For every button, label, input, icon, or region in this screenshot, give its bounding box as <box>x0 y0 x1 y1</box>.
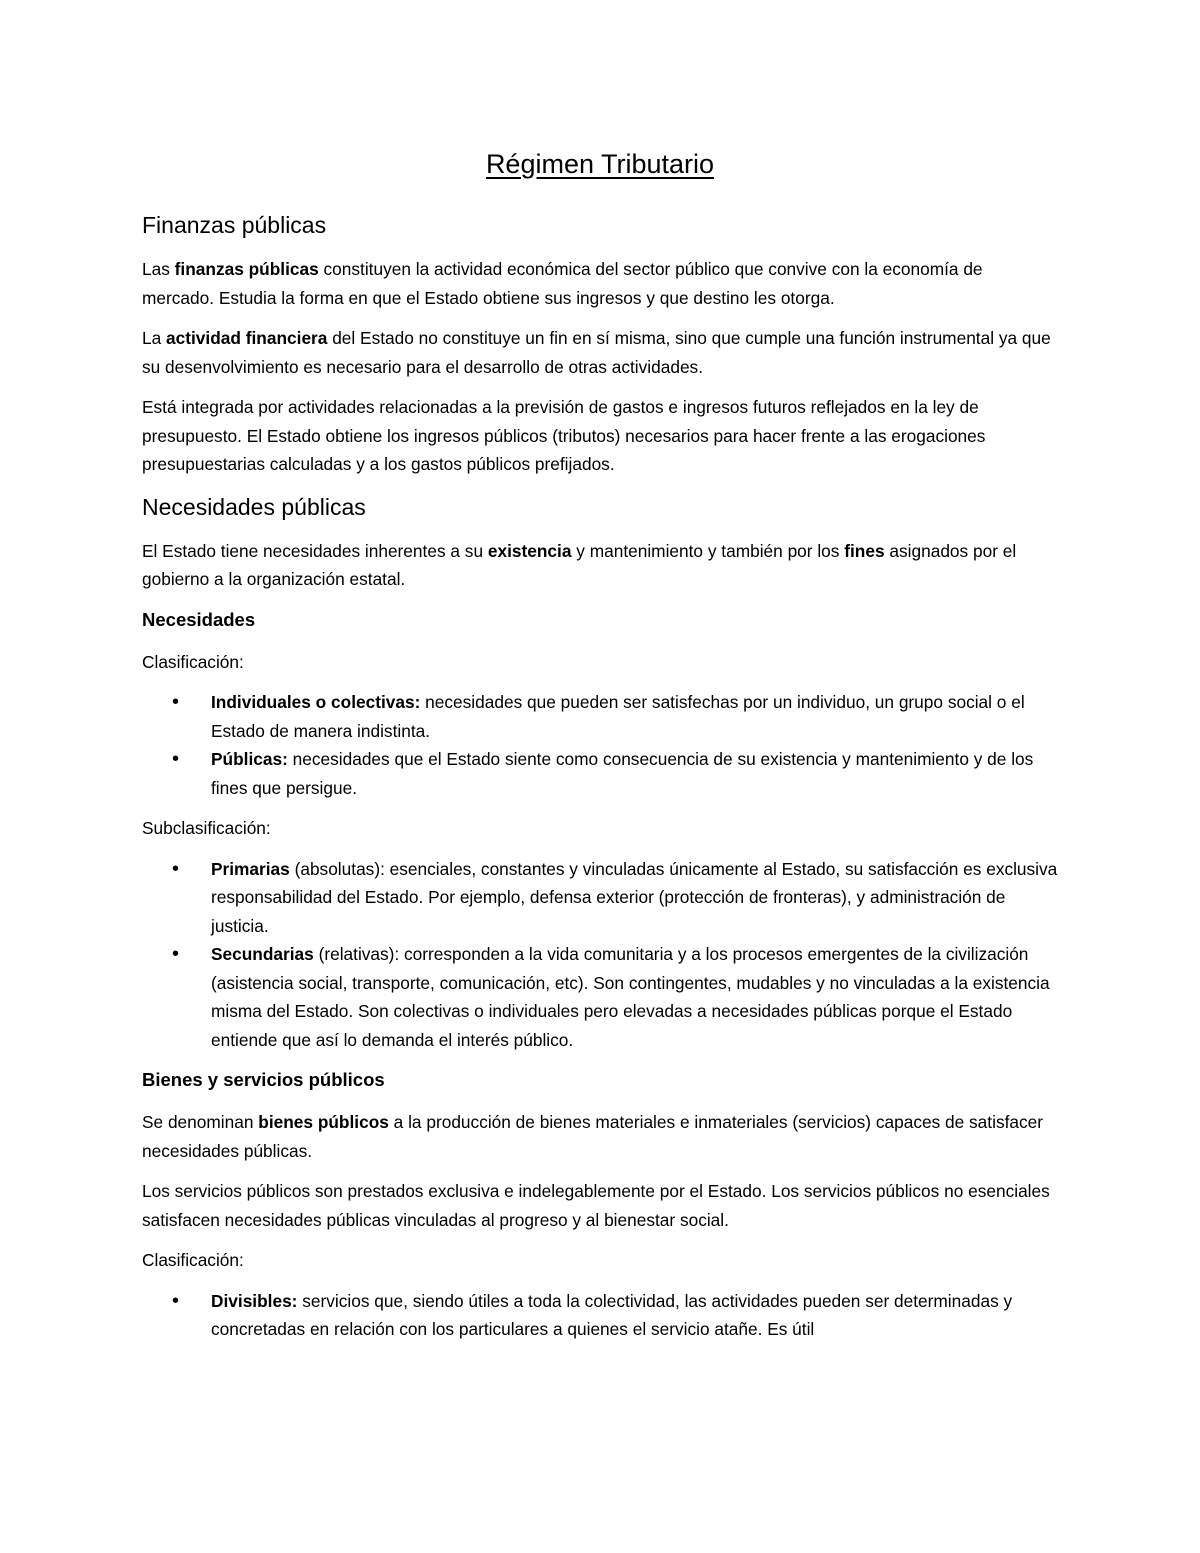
heading-finanzas-publicas: Finanzas públicas <box>142 212 327 238</box>
paragraph: Los servicios públicos son prestados exclusiva e indelegablemente por el Estado. Los servicios públicos no esenciales satisfacen necesidades públicas vinculadas al progreso y al bienestar social. <box>142 1181 1050 1230</box>
text-run: necesidades que el Estado siente como consecuencia de su existencia y mantenimiento y de los fines que persigue. <box>211 749 1034 798</box>
text-run: y mantenimiento y también por los <box>571 540 845 561</box>
heading-necesidades: Necesidades <box>142 608 256 630</box>
bold-term: Individuales o colectivas: <box>211 692 421 712</box>
bold-term: existencia <box>487 540 572 561</box>
paragraph <box>142 255 1058 312</box>
label-clasificacion: Clasificación: <box>142 651 244 672</box>
paragraph: Está integrada por actividades relacionadas a la previsión de gastos e ingresos futuros reflejados en la ley de presupuesto. El Estado obtiene los ingresos públicos (tributos) necesarios para hacer frente a las erogaciones presupuestarias calculadas y a los gastos públicos prefijados. <box>142 397 986 474</box>
text-run: necesidades que pueden ser satisfechas por un individuo, un grupo social o el Estado de manera indistinta. <box>211 692 1025 741</box>
document-title: Régimen Tributario <box>485 149 715 179</box>
text-run: a la producción de bienes materiales e inmateriales (servicios) capaces de satisfacer necesidades públicas. <box>142 1112 1043 1161</box>
list-item <box>211 1287 1058 1344</box>
bold-term: Secundarias <box>211 944 314 964</box>
bold-term: Divisibles: <box>211 1290 298 1311</box>
label-subclasificacion: Subclasificación: <box>142 818 271 838</box>
text-run: asignados por el gobierno a la organización estatal. <box>142 540 1017 589</box>
heading-necesidades-publicas: Necesidades públicas <box>142 493 366 520</box>
paragraph <box>142 324 1058 381</box>
text-run: Se denominan <box>142 1112 259 1132</box>
bullet-list <box>142 1287 1058 1344</box>
list-item <box>211 940 1058 1054</box>
text-run: del Estado no constituye un fin en sí misma, sino que cumple una función instrumental ya que su desenvolvimiento es necesario para el desarrollo de otras actividades. <box>142 328 1051 377</box>
bold-term: Primarias <box>211 858 290 879</box>
paragraph <box>142 1108 1058 1165</box>
text-run: constituyen la actividad económica del sector público que convive con la economía de mercado. Estudia la forma en que el Estado obtiene sus ingresos y que destino les otorga. <box>142 259 983 308</box>
paragraph <box>142 537 1058 594</box>
list-item <box>211 855 1058 941</box>
list-item <box>211 688 1058 745</box>
bold-term: bienes públicos <box>258 1112 389 1132</box>
list-item <box>211 745 1058 802</box>
label-clasificacion: Clasificación: <box>142 1250 244 1270</box>
bold-term: fines <box>844 540 885 561</box>
text-run: (relativas): corresponden a la vida comunitaria y a los procesos emergentes de la civilización (asistencia social, transporte, comunicación, etc). Son contingentes, mudables y no vinculadas a la existencia misma del Estado. Son colectivas o individuales pero elevadas a necesidades públicas porque el Estado entiende que así lo demanda el interés público. <box>211 944 1050 1050</box>
bold-term: finanzas públicas <box>174 259 319 279</box>
bullet-list <box>142 855 1058 1055</box>
bullet-list <box>142 688 1058 802</box>
heading-bienes-servicios: Bienes y servicios públicos <box>142 1069 385 1090</box>
bold-term: actividad financiera <box>166 328 328 348</box>
bold-term: Públicas: <box>211 749 288 769</box>
text-run: servicios que, siendo útiles a toda la colectividad, las actividades pueden ser determinadas y concretadas en relación con los particulares a quienes el servicio atañe. Es útil <box>211 1290 1013 1339</box>
text-run: (absolutas): esenciales, constantes y vinculadas únicamente al Estado, su satisfacción es exclusiva responsabilidad del Estado. Por ejemplo, defensa exterior (protección de fronteras), y administración de justicia. <box>211 858 1058 936</box>
text-run: La <box>142 328 167 348</box>
text-run: Las <box>142 259 175 279</box>
text-run: El Estado tiene necesidades inherentes a su <box>142 540 488 561</box>
